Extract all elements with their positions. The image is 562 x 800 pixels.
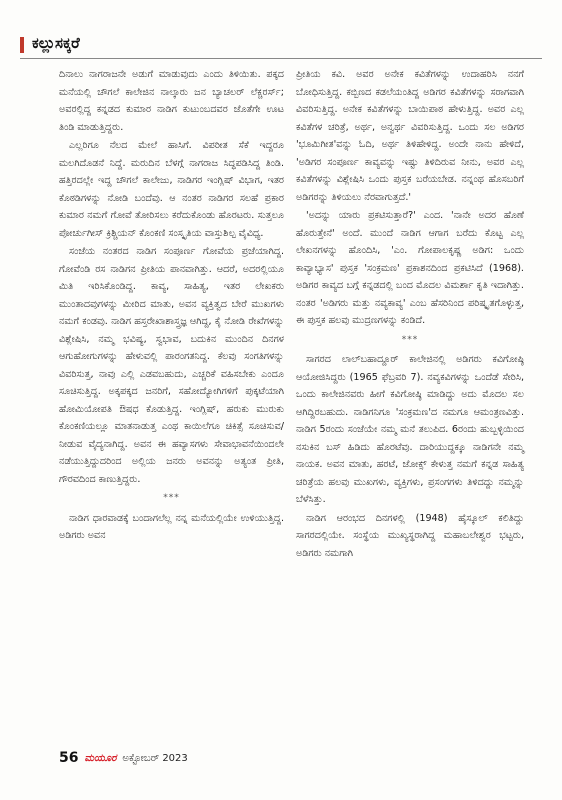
magazine-logo: ಮಯೂರ <box>84 752 117 764</box>
header-divider <box>20 58 542 59</box>
paragraph: ನಾಡಿಗ ಧಾರವಾಡಕ್ಕೆ ಬಂದಾಗಲೆಲ್ಲ ನನ್ನ ಮನೆಯಲ್ಲಿಯೇ ಉಳಿಯುತ್ತಿದ್ದ. ಅಡಿಗರು ಅವನ <box>59 512 284 541</box>
paragraph: ನಾಡಿಗ ಆರಂಭದ ದಿನಗಳಲ್ಲಿ (1948) ಹೈಸ್ಕೂಲ್ ಕಲಿತಿದ್ದು ಸಾಗರದಲ್ಲಿಯೇ. ಸಂಸ್ಥೆಯ ಮುಖ್ಯಸ್ಥರಾಗಿದ್ದ ಮಹಾಬಲೇಶ್ವರ ಭಟ್ಟರು, ಅಡಿಗರು ನಮಗಾಗಿ <box>296 512 524 559</box>
page-footer <box>59 750 188 766</box>
paragraph: ಪ್ರೀತಿಯ ಕವಿ. ಅವರ ಅನೇಕ ಕವಿತೆಗಳನ್ನು ಉದಾಹರಿಸಿ ನನಗೆ ಬೋಧಿಸುತ್ತಿದ್ದ. ಕಬ್ಬಿಣದ ಕಡಲೆಯಂತಿದ್ದ ಅಡಿಗರ ಕವಿತೆಗಳನ್ನು ಸರಾಗವಾಗಿ ವಿವರಿಸುತ್ತಿದ್ದ. ಅನೇಕ ಕವಿತೆಗಳನ್ನು ಬಾಯಿಪಾಠ ಹೇಳುತ್ತಿದ್ದ. ಅವರ ಎಲ್ಲ ಕವಿತೆಗಳ ಚರಿತ್ರೆ, ಅರ್ಥ, ಅನ್ವರ್ಥ ವಿವರಿಸುತ್ತಿದ್ದ. ಒಂದು ಸಲ ಅಡಿಗರ 'ಭೂಮಿಗೀತ'ವನ್ನು ಓದಿ, ಅರ್ಥ ತಿಳಿಹೇಳಿದ್ದ. ಅಂದೇ ನಾನು ಹೇಳಿದೆ, 'ಅಡಿಗರ ಸಂಪೂರ್ಣ ಕಾವ್ಯವನ್ನು ಇಷ್ಟು ತಿಳಿದಿರುವ ನೀನು, ಅವರ ಎಲ್ಲ ಕವಿತೆಗಳನ್ನು ವಿಶ್ಲೇಷಿಸಿ ಒಂದು ಪುಸ್ತಕ ಬರೆಯಬೇಡ. ನನ್ನಂಥ ಹೊಸಬರಿಗೆ ಅಡಿಗರನ್ನು ತಿಳಿಯಲು ನೆರವಾಗುತ್ತದೆ.' <box>296 69 524 203</box>
section-separator: *** <box>401 334 419 345</box>
paragraph: ಸಂಜೆಯ ನಂತರದ ನಾಡಿಗ ಸಂಪೂರ್ಣ ಗೋವೆಯ ಪ್ರಜೆಯಾಗಿದ್ದ. ಗೋವೆಂಡಿ ರಸ ನಾಡಿಗನ ಪ್ರೀತಿಯ ಪಾನವಾಗಿತ್ತು. ಆದರೆ, ಅದರಲ್ಲಿಯೂ ಮಿತಿ ಇರಿಸಿಕೊಂಡಿದ್ದ. ಕಾವ್ಯ, ಸಾಹಿತ್ಯ, ಇತರ ಲೇಖಕರು ಮುಂತಾದವುಗಳನ್ನು ಮೀರಿದ ಮಾತು, ಅವನ ವ್ಯಕ್ತಿತ್ವದ ಬೇರೆ ಮುಖಗಳು ನಮಗೆ ಕಂಡವು. ನಾಡಿಗ ಹಸ್ತರೇಖಾಶಾಸ್ತ್ರಜ್ಞ ಆಗಿದ್ದ, ಕೈ ನೋಡಿ ರೇಖೆಗಳನ್ನು ವಿಶ್ಲೇಷಿಸಿ, ನಮ್ಮ ಭವಿಷ್ಯ, ಸ್ವಭಾವ, ಬದುಕಿನ ಮುಂದಿನ ದಿನಗಳ ಆಗುಹೋಗುಗಳನ್ನು ಹೇಳುವಲ್ಲಿ ಪಾರಂಗತನಿದ್ದ. ಕೆಲವು ಸಂಗತಿಗಳನ್ನು ವಿವರಿಸುತ್ತ, ನಾವು ಎಲ್ಲಿ ಎಡವಬಹುದು, ಎಚ್ಚರಿಕೆ ವಹಿಸಬೇಕು ಎಂದೂ ಸೂಚಿಸುತ್ತಿದ್ದ. ಅಕ್ಕಪಕ್ಕದ ಜನರಿಗೆ, ಸಹೋದ್ಯೋಗಿಗಳಿಗೆ ಪುಕ್ಕಟೆಯಾಗಿ ಹೋಮಿಯೋಪತಿ ಔಷಧ ಕೊಡುತ್ತಿದ್ದ. ಇಂಗ್ಲಿಷ್, ಹರುಕು ಮುರುಕು ಕೊಂಕಣಿಯಲ್ಲೂ ಮಾತನಾಡುತ್ತ ಎಂಥ ಕಾಯಿಲೆಗೂ ಚಿಕಿತ್ಸೆ ಸೂಚಿಸುವ/ ನೀಡುವ ವೈದ್ಯನಾಗಿದ್ದ. ಅವನ ಈ ಹವ್ಯಾಸಗಳು ಸೇವಾಭಾವನೆಯಿಂದಲೇ ನಡೆಯುತ್ತಿದ್ದುದರಿಂದ ಅಲ್ಲಿಯ ಜನರು ಅವನನ್ನು ಅತ್ಯಂತ ಪ್ರೀತಿ, ಗೌರವದಿಂದ ಕಾಣುತ್ತಿದ್ದರು. <box>59 246 284 485</box>
section-separator: *** <box>163 493 180 503</box>
section-title: ಕಲ್ಲುಸಕ್ಕರೆ <box>32 34 80 52</box>
paragraph: ಎಲ್ಲರಿಗೂ ನೆಲದ ಮೇಲೆ ಹಾಸಿಗೆ. ವಿಪರೀತ ಸೆಕೆ ಇದ್ದರೂ ಮಲಗಿದೊಡನೆ ನಿದ್ದೆ. ಮರುದಿನ ಬೆಳಗ್ಗೆ ನಾಗರಾಜ ಸಿದ್ಧಪಡಿಸಿದ್ದ ತಿಂಡಿ. ಹತ್ತಿರದಲ್ಲೇ ಇದ್ದ ಚೌಗಲೆ ಕಾಲೇಜು, ನಾಡಿಗರ ಇಂಗ್ಲಿಷ್ ವಿಭಾಗ, ಇತರ ಕೊಠಡಿಗಳನ್ನು ನೋಡಿ ಬಂದೆವು. ಆ ನಂತರ ನಾಡಿಗರ ಸಲಹೆ ಪ್ರಕಾರ ಕುಮಾರ ನಮಗೆ ಗೋವೆ ತೋರಿಸಲು ಕರೆದುಕೊಂಡು ಹೊರಟರು. ಸುತ್ತಲೂ ಪೋರ್ಚುಗೀಸ್ ಕ್ರಿಶ್ಚಿಯನ್ ಕೊಂಕಣಿ ಸಂಸ್ಕೃತಿಯ ವಾಸ್ತುಶಿಲ್ಪ ವೈವಿಧ್ಯ. <box>59 140 284 239</box>
page-number: 56 <box>59 750 79 766</box>
paragraph: 'ಅದನ್ನು ಯಾರು ಪ್ರಕಟಿಸುತ್ತಾರೆ?' ಎಂದ. 'ನಾನೇ ಅದರ ಹೊಣೆ ಹೊರುತ್ತೇನೆ' ಅಂದೆ. ಮುಂದೆ ನಾಡಿಗ ಆಗಾಗ ಬರೆದು ಕೊಟ್ಟ ಎಲ್ಲ ಲೇಖನಗಳನ್ನು ಹೊಂದಿಸಿ, 'ಎಂ. ಗೋಪಾಲಕೃಷ್ಣ ಅಡಿಗ: ಒಂದು ಕಾವ್ಯಾಭ್ಯಾಸ' ಪುಸ್ತಕ 'ಸಂಕ್ರಮಣ' ಪ್ರಕಾಶನದಿಂದ ಪ್ರಕಟಿಸಿದೆ (1968). ಅಡಿಗರ ಕಾವ್ಯದ ಬಗ್ಗೆ ಕನ್ನಡದಲ್ಲಿ ಬಂದ ಮೊದಲ ವಿಮರ್ಶಾ ಕೃತಿ ಇದಾಗಿತ್ತು. ನಂತರ 'ಅಡಿಗರು ಮತ್ತು ನವ್ಯಕಾವ್ಯ' ಎಂಬ ಹೆಸರಿನಿಂದ ಪರಿಷ್ಕೃತಗೊಳ್ಳುತ್ತ, ಈ ಪುಸ್ತಕ ಹಲವು ಮುದ್ರಣಗಳನ್ನು ಕಂಡಿದೆ. <box>296 210 524 326</box>
issue-date: ಅಕ್ಟೋಬರ್ 2023 <box>122 752 188 764</box>
paragraph: ದಿನಾಲು ನಾಗರಾಜನೇ ಅಡುಗೆ ಮಾಡುವುದು ಎಂದು ತಿಳಿಯಿತು. ಪಕ್ಕದ ಮನೆಯಲ್ಲಿ ಚೌಗಲೆ ಕಾಲೇಜಿನ ನಾಲ್ಕಾರು ಜನ ಬ್ಯಾಚಲರ್ ಲೆಕ್ಚರರ್ಸ್; ಅವರಲ್ಲಿದ್ದ ಕನ್ನಡದ ಕುಮಾರ ನಾಡಿಗ ಕುಟುಂಬದವರ ಜೊತೆಗೇ ಊಟ ತಿಂಡಿ ಮಾಡುತ್ತಿದ್ದರು. <box>59 69 284 133</box>
section-header <box>20 34 542 56</box>
left-column <box>59 66 284 546</box>
paragraph: ಸಾಗರದ ಲಾಲ್‌ಬಹಾದ್ದೂರ್ ಕಾಲೇಜಿನಲ್ಲಿ ಅಡಿಗರು ಕವಿಗೋಷ್ಠಿ ಆಯೋಜಿಸಿದ್ದರು (1965 ಫೆಬ್ರವರಿ 7). ನವ್ಯಕವಿಗಳನ್ನು ಒಂದೆಡೆ ಸೇರಿಸಿ, ಒಂದು ಕಾಲೇಜಿನವರು ಹೀಗೆ ಕವಿಗೋಷ್ಠಿ ಮಾಡಿದ್ದು ಅದು ಮೊದಲ ಸಲ ಆಗಿದ್ದಿರಬಹುದು. ನಾಡಿಗನಿಗೂ 'ಸಂಕ್ರಮಣ'ದ ನಮಗೂ ಆಮಂತ್ರಣವಿತ್ತು. ನಾಡಿಗ 5ರಂದು ಸಂಜೆಯೇ ನಮ್ಮ ಮನೆ ತಲುಪಿದ. 6ರಂದು ಹುಬ್ಬಳ್ಳಿಯಿಂದ ನಸುಕಿನ ಬಸ್ ಹಿಡಿದು ಹೊರಟೆವು. ದಾರಿಯುದ್ದಕ್ಕೂ ನಾಡಿಗನೇ ನಮ್ಮ ನಾಯಕ. ಅವನ ಮಾತು, ಹರಟೆ, ಜೋಕ್ಸ್ ಕೇಳುತ್ತ ನಮಗೆ ಕನ್ನಡ ಸಾಹಿತ್ಯ ಚರಿತ್ರೆಯ ಹಲವು ಮುಖಗಳು, ವ್ಯಕ್ತಿಗಳು, ಪ್ರಸಂಗಗಳು ತಿಳಿದದ್ದು ನಮ್ಮನ್ನು ಬೆಳೆಸಿತ್ತು. <box>296 354 524 505</box>
section-accent-bar <box>20 37 24 53</box>
right-column <box>296 66 524 563</box>
